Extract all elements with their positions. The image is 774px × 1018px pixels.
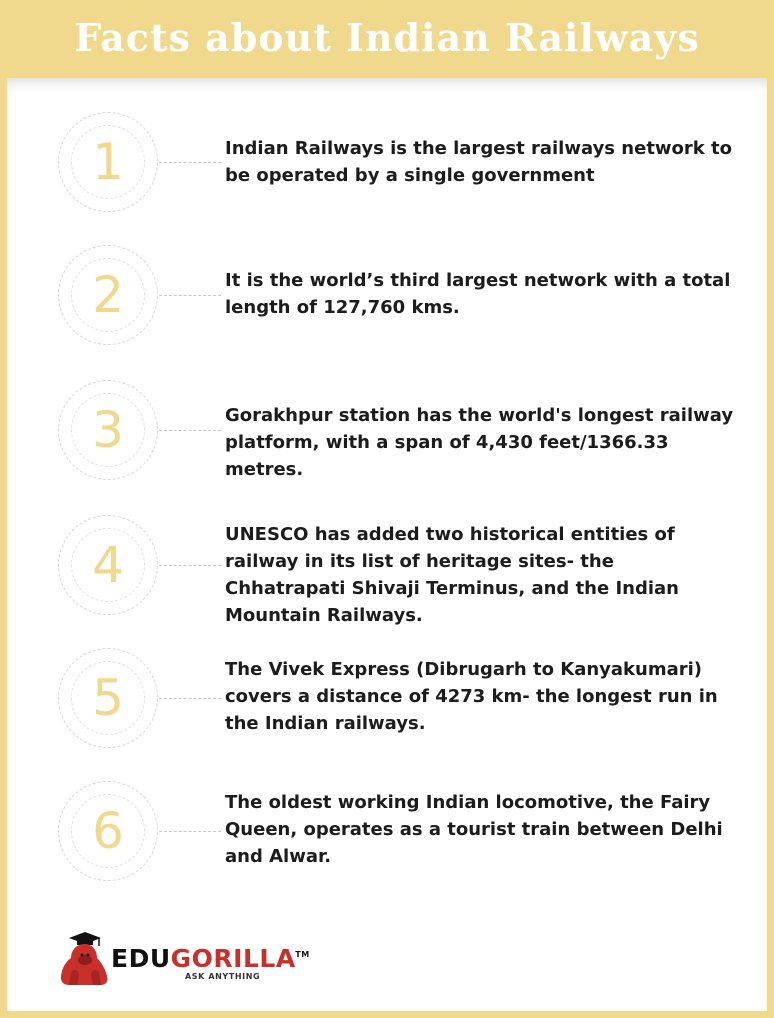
fact-number: 2 <box>92 266 124 324</box>
number-circle <box>58 781 158 881</box>
fact-number: 4 <box>92 536 124 594</box>
fact-item <box>7 245 767 355</box>
facts-panel <box>7 78 767 1011</box>
number-circle <box>58 245 158 345</box>
dashed-connector <box>159 565 221 566</box>
fact-item <box>7 112 767 222</box>
dashed-connector <box>159 162 221 163</box>
header-banner <box>0 0 774 78</box>
trademark: TM <box>295 950 310 959</box>
fact-text: Gorakhpur station has the world's longest railway platform, with a span of 4,430 feet/1366.33 metres. <box>225 405 734 480</box>
fact-item <box>7 781 767 891</box>
tagline: ASK ANYTHING <box>185 972 261 981</box>
edugorilla-logo[interactable] <box>57 930 317 990</box>
fact-text: The Vivek Express (Dibrugarh to Kanyakumari) covers a distance of 4273 km- the longest run in the Indian railways. <box>225 659 718 734</box>
gorilla-with-graduation-cap-icon <box>57 930 109 986</box>
brand-name <box>111 944 310 974</box>
fact-text: It is the world’s third largest network with a total length of 127,760 kms. <box>225 270 731 318</box>
fact-item <box>7 380 767 490</box>
dashed-connector <box>159 430 221 431</box>
brand-part-gorilla: GORILLA <box>170 944 296 973</box>
dashed-connector <box>159 295 221 296</box>
fact-text: UNESCO has added two historical entities of railway in its list of heritage sites- the Chhatrapati Shivaji Terminus, and the Indian Mountain Railways. <box>225 524 679 626</box>
number-circle <box>58 112 158 212</box>
fact-text: The oldest working Indian locomotive, the Fairy Queen, operates as a tourist train between Delhi and Alwar. <box>225 792 723 867</box>
fact-number: 1 <box>92 133 124 191</box>
fact-number: 5 <box>92 669 124 727</box>
number-circle <box>58 515 158 615</box>
fact-number: 3 <box>92 401 124 459</box>
dashed-connector <box>159 831 221 832</box>
fact-text: Indian Railways is the largest railways network to be operated by a single government <box>225 138 732 186</box>
fact-item <box>7 515 767 625</box>
page-title: Facts about Indian Railways <box>74 15 700 60</box>
brand-part-edu: EDU <box>111 944 171 973</box>
number-circle <box>58 380 158 480</box>
fact-item <box>7 648 767 758</box>
number-circle <box>58 648 158 748</box>
fact-number: 6 <box>92 802 124 860</box>
dashed-connector <box>159 698 221 699</box>
